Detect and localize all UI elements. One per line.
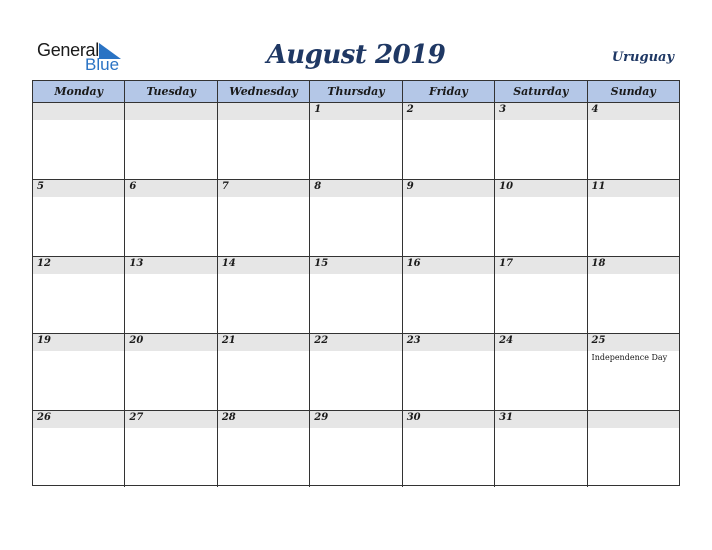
day-cell xyxy=(494,180,586,256)
calendar-title: August 2019 xyxy=(266,40,446,70)
day-number: 18 xyxy=(591,258,606,269)
day-number: 29 xyxy=(314,412,329,423)
day-cell xyxy=(309,257,401,333)
day-number: 24 xyxy=(499,335,514,346)
day-number: 16 xyxy=(406,258,421,269)
day-number: 10 xyxy=(499,181,514,192)
day-number: 1 xyxy=(314,104,322,115)
day-cell xyxy=(402,411,494,487)
day-number: 12 xyxy=(37,258,51,269)
day-cell xyxy=(309,103,401,179)
week-row xyxy=(33,257,679,334)
day-cell xyxy=(587,257,679,333)
weekday-header: Friday xyxy=(402,81,494,102)
day-cell xyxy=(494,411,586,487)
logo-word-blue: Blue xyxy=(85,55,120,74)
day-number: 13 xyxy=(129,258,144,269)
day-cell xyxy=(217,334,309,410)
day-cell xyxy=(124,257,216,333)
country-label: Uruguay xyxy=(611,50,674,65)
day-cell xyxy=(402,103,494,179)
day-cell xyxy=(124,180,216,256)
day-number: 25 xyxy=(591,335,606,346)
day-number: 7 xyxy=(221,181,229,192)
day-number: 21 xyxy=(221,335,236,346)
week-row xyxy=(33,334,679,411)
day-cell xyxy=(402,180,494,256)
day-cell xyxy=(33,411,124,487)
week-row xyxy=(33,411,679,487)
day-cell xyxy=(124,103,216,179)
weekday-header: Saturday xyxy=(494,81,586,102)
day-cell xyxy=(402,334,494,410)
day-cell xyxy=(309,411,401,487)
day-number: 3 xyxy=(499,104,507,115)
day-cell xyxy=(402,257,494,333)
day-cell xyxy=(124,411,216,487)
day-cell xyxy=(217,180,309,256)
day-number: 17 xyxy=(499,258,514,269)
day-cell xyxy=(124,334,216,410)
day-number: 20 xyxy=(129,335,144,346)
weekday-header: Monday xyxy=(54,85,104,98)
weekday-header: Tuesday xyxy=(124,81,216,102)
day-cell xyxy=(587,411,679,487)
day-number: 22 xyxy=(314,335,329,346)
day-cell xyxy=(33,180,124,256)
day-number: 4 xyxy=(591,104,599,115)
day-cell xyxy=(587,334,679,410)
weekday-header-row xyxy=(33,81,679,103)
day-number: 30 xyxy=(406,412,421,423)
day-number: 11 xyxy=(591,181,606,192)
day-number: 8 xyxy=(314,181,322,192)
day-number: 31 xyxy=(499,412,514,423)
day-cell xyxy=(494,257,586,333)
logo-word-general: General xyxy=(37,40,99,60)
day-number: 28 xyxy=(221,412,236,423)
day-cell xyxy=(217,257,309,333)
weekday-header: Wednesday xyxy=(217,81,309,102)
week-row xyxy=(33,103,679,180)
day-cell xyxy=(309,180,401,256)
day-number: 27 xyxy=(129,412,144,423)
day-number: 2 xyxy=(406,104,414,115)
day-cell xyxy=(587,180,679,256)
day-cell xyxy=(33,103,124,179)
day-cell xyxy=(33,257,124,333)
day-number: 14 xyxy=(221,258,236,269)
day-number: 5 xyxy=(37,181,44,192)
weekday-header: Sunday xyxy=(587,81,679,102)
day-cell xyxy=(587,103,679,179)
day-cell xyxy=(494,103,586,179)
weekday-header: Thursday xyxy=(309,81,401,102)
day-cell xyxy=(33,334,124,410)
calendar-grid xyxy=(32,80,680,486)
holiday-label: Independence Day xyxy=(591,353,668,362)
day-cell xyxy=(217,103,309,179)
day-cell xyxy=(217,411,309,487)
day-cell xyxy=(494,334,586,410)
day-number: 19 xyxy=(37,335,51,346)
week-row xyxy=(33,180,679,257)
day-number: 9 xyxy=(406,181,414,192)
day-number: 15 xyxy=(314,258,329,269)
day-cell xyxy=(309,334,401,410)
logo xyxy=(37,40,137,74)
day-number: 23 xyxy=(406,335,421,346)
day-number: 6 xyxy=(129,181,137,192)
day-number: 26 xyxy=(37,412,51,423)
